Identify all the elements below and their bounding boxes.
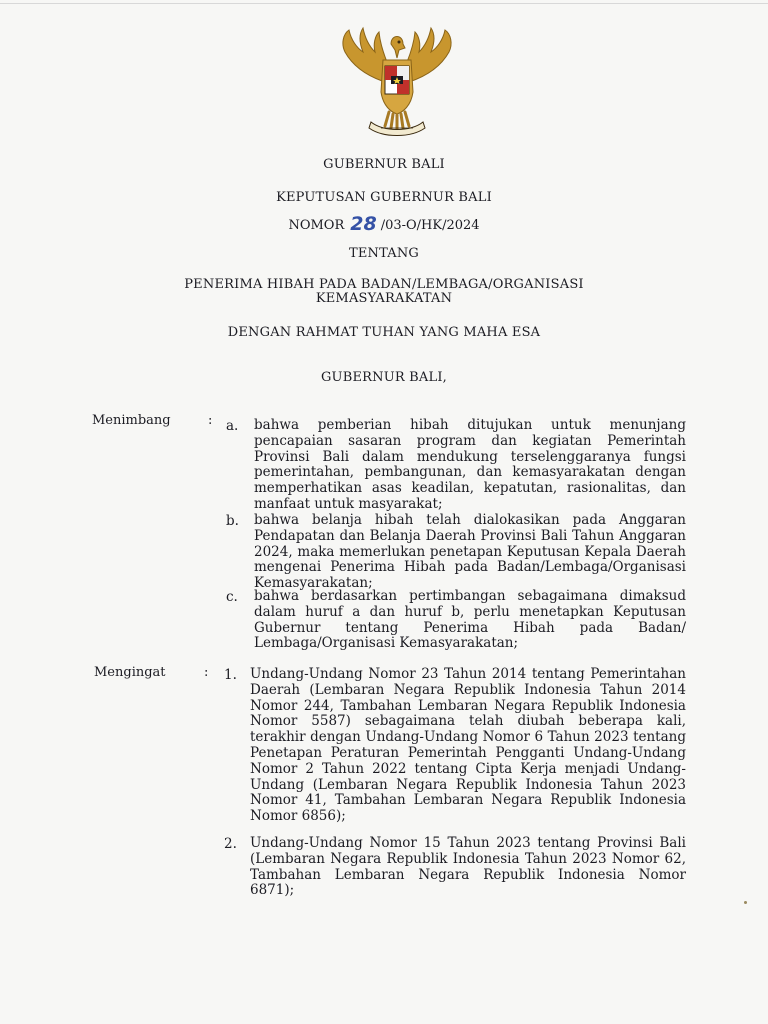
subject-line-1: PENERIMA HIBAH PADA BADAN/LEMBAGA/ORGANISASI [184, 277, 584, 292]
mengingat-label: Mengingat [94, 665, 166, 680]
menimbang-item-c: bahwa berdasarkan pertimbangan sebagaimana dimaksud dalam huruf a dan huruf b, perlu menetapkan Keputusan Gubernur tentang Penerima Hibah pada Badan/ Lembaga/Organisasi Kemasyarakatan; [254, 588, 686, 652]
menimbang-marker-c: c. [226, 589, 238, 605]
number-suffix: /03-O/HK/2024 [380, 218, 480, 233]
issuer-line: GUBERNUR BALI, [320, 370, 448, 385]
scan-edge-line [0, 3, 768, 4]
garuda-emblem-icon [333, 22, 461, 138]
decree-number [0, 213, 768, 235]
scan-speck [744, 901, 747, 904]
menimbang-marker-a: a. [226, 418, 239, 434]
menimbang-item-b: bahwa belanja hibah telah dialokasikan pada Anggaran Pendapatan dan Belanja Daerah Provinsi Bali Tahun Anggaran 2024, maka memerlukan penetapan Keputusan Kepala Daerah mengenai Penerima Hibah pada Badan/Lembaga/Organisasi Kemasyarakatan; [254, 512, 686, 592]
mengingat-colon: : [204, 665, 209, 680]
menimbang-marker-b: b. [226, 513, 239, 529]
about-heading: TENTANG [348, 246, 420, 261]
mengingat-marker-1: 1. [224, 667, 237, 683]
menimbang-label: Menimbang [92, 413, 171, 428]
menimbang-colon: : [208, 413, 213, 428]
mengingat-marker-2: 2. [224, 836, 237, 852]
subject-line-2: KEMASYARAKATAN [315, 291, 453, 306]
menimbang-item-a: bahwa pemberian hibah ditujukan untuk menunjang pencapaian sasaran program dan kegiatan Pemerintah Provinsi Bali dalam mendukung terselenggaranya fungsi pemerintahan, pembangunan, dan kemasyarakatan dengan memperhatikan asas keadilan, kepatutan, rasionalitas, dan manfaat untuk masyarakat; [254, 417, 686, 512]
number-label: NOMOR [288, 218, 345, 233]
handwritten-number: 28 [350, 213, 377, 235]
decree-title: KEPUTUSAN GUBERNUR BALI [276, 190, 492, 205]
mengingat-item-2: Undang-Undang Nomor 15 Tahun 2023 tentang Provinsi Bali (Lembaran Negara Republik Indonesia Tahun 2023 Nomor 62, Tambahan Lembaran Negara Republik Indonesia Nomor 6871); [250, 835, 686, 899]
header-title: GUBERNUR BALI [323, 157, 445, 172]
blessing-line: DENGAN RAHMAT TUHAN YANG MAHA ESA [227, 325, 541, 340]
mengingat-item-1: Undang-Undang Nomor 23 Tahun 2014 tentang Pemerintahan Daerah (Lembaran Negara Republik Indonesia Tahun 2014 Nomor 244, Tambahan Lembaran Negara Republik Indonesia Nomor 5587) sebagaimana telah diubah beberapa kali, terakhir dengan Undang-Undang Nomor 6 Tahun 2023 tentang Penetapan Peraturan Pemerintah Pengganti Undang-Undang Nomor 2 Tahun 2022 tentang Cipta Kerja menjadi Undang-Undang (Lembaran Negara Republik Indonesia Tahun 2023 Nomor 41, Tambahan Lembaran Negara Republik Indonesia Nomor 6856); [250, 666, 686, 825]
